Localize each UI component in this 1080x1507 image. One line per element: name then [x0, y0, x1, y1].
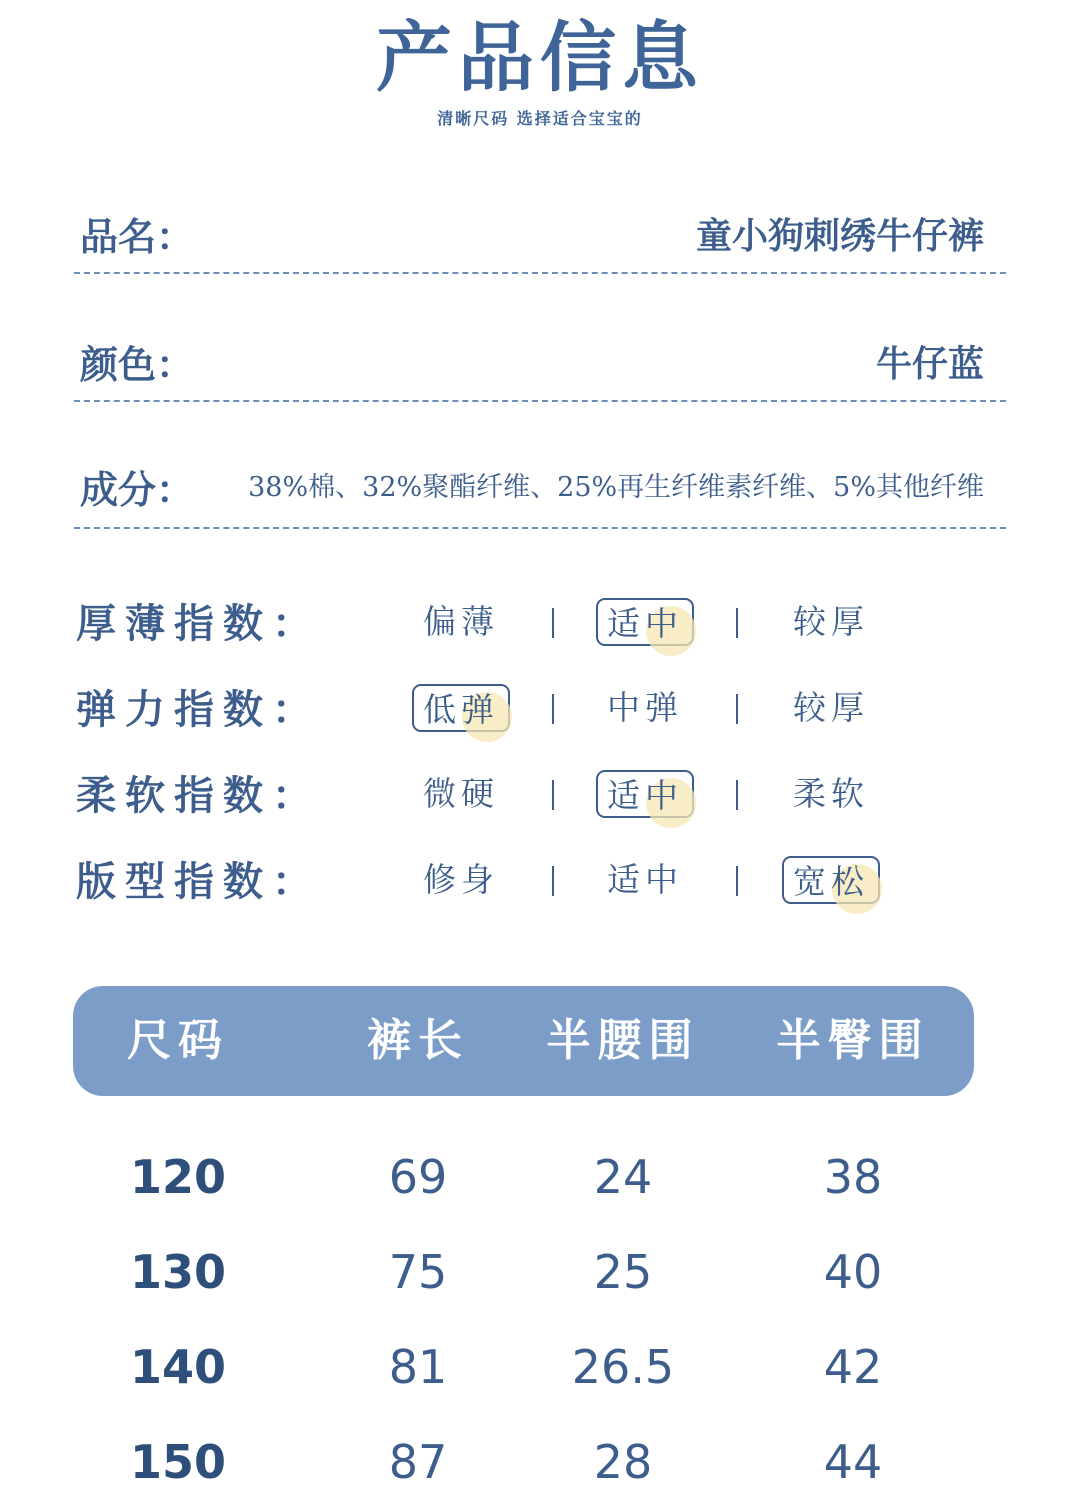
index-row [76, 596, 869, 656]
table-row [73, 1227, 974, 1317]
index-option-selected[interactable] [596, 770, 694, 818]
index-option[interactable] [782, 770, 880, 818]
info-value: 38%棉、32%聚酯纤维、25%再生纤维素纤维、5%其他纤维 [248, 472, 984, 503]
index-option-label: 适中 [607, 860, 683, 899]
size-cell: 120 [129, 1150, 227, 1204]
index-option-label: 适中 [607, 776, 683, 815]
index-option-selected[interactable] [596, 598, 694, 646]
info-row-name [74, 192, 1006, 274]
index-option[interactable] [596, 684, 694, 732]
page-title: 产品信息 [376, 13, 704, 102]
measurement-cell: 75 [388, 1245, 448, 1299]
size-cell: 150 [129, 1435, 227, 1489]
measurement-cell: 81 [388, 1340, 448, 1394]
index-option-label: 较厚 [793, 602, 869, 641]
column-header-waist: 半腰围 [546, 1015, 700, 1066]
index-label: 弹力指数： [76, 687, 321, 733]
option-separator [736, 780, 738, 810]
info-label: 颜色： [80, 343, 195, 387]
index-label: 厚薄指数： [76, 601, 321, 647]
option-separator [552, 866, 554, 896]
option-separator [736, 866, 738, 896]
size-table-header [73, 986, 974, 1096]
index-option[interactable] [412, 856, 510, 904]
index-option-label: 微硬 [423, 774, 499, 813]
column-header-length: 裤长 [367, 1015, 469, 1066]
table-row [73, 1322, 974, 1412]
index-option[interactable] [782, 598, 880, 646]
index-option[interactable] [782, 684, 880, 732]
size-cell: 130 [129, 1245, 227, 1299]
index-option-label: 低弹 [423, 690, 499, 729]
info-value: 童小狗刺绣牛仔裤 [695, 216, 984, 257]
info-value: 牛仔蓝 [875, 344, 984, 385]
option-separator [736, 694, 738, 724]
index-option[interactable] [412, 770, 510, 818]
index-row [76, 854, 869, 914]
index-option-label: 中弹 [607, 688, 683, 727]
column-header-hip: 半臀围 [776, 1015, 930, 1066]
option-separator [552, 694, 554, 724]
index-option-selected[interactable] [782, 856, 880, 904]
option-separator [552, 608, 554, 638]
index-option-label: 宽松 [793, 862, 869, 901]
info-label: 成分： [80, 468, 195, 512]
measurement-cell: 42 [823, 1340, 883, 1394]
table-row [73, 1417, 974, 1507]
index-option-label: 修身 [423, 860, 499, 899]
measurement-cell: 28 [593, 1435, 653, 1489]
index-option-selected[interactable] [412, 684, 510, 732]
option-separator [736, 608, 738, 638]
index-label: 版型指数： [76, 859, 321, 905]
column-header-size: 尺码 [127, 1015, 229, 1066]
index-option-label: 较厚 [793, 688, 869, 727]
index-option-label: 偏薄 [423, 602, 499, 641]
index-option[interactable] [412, 598, 510, 646]
measurement-cell: 40 [823, 1245, 883, 1299]
measurement-cell: 26.5 [571, 1340, 675, 1394]
measurement-cell: 87 [388, 1435, 448, 1489]
table-row [73, 1132, 974, 1222]
measurement-cell: 44 [823, 1435, 883, 1489]
size-cell: 140 [129, 1340, 227, 1394]
info-label: 品名： [80, 215, 195, 259]
info-row-composition [74, 447, 1006, 529]
measurement-cell: 69 [388, 1150, 448, 1204]
index-row [76, 768, 869, 828]
index-row [76, 682, 869, 742]
index-option[interactable] [596, 856, 694, 904]
index-label: 柔软指数： [76, 773, 321, 819]
measurement-cell: 38 [823, 1150, 883, 1204]
index-option-label: 柔软 [793, 774, 869, 813]
option-separator [552, 780, 554, 810]
index-option-label: 适中 [607, 604, 683, 643]
info-row-color [74, 320, 1006, 402]
page-subtitle: 清晰尺码 选择适合宝宝的 [437, 109, 643, 128]
measurement-cell: 25 [593, 1245, 653, 1299]
measurement-cell: 24 [593, 1150, 653, 1204]
